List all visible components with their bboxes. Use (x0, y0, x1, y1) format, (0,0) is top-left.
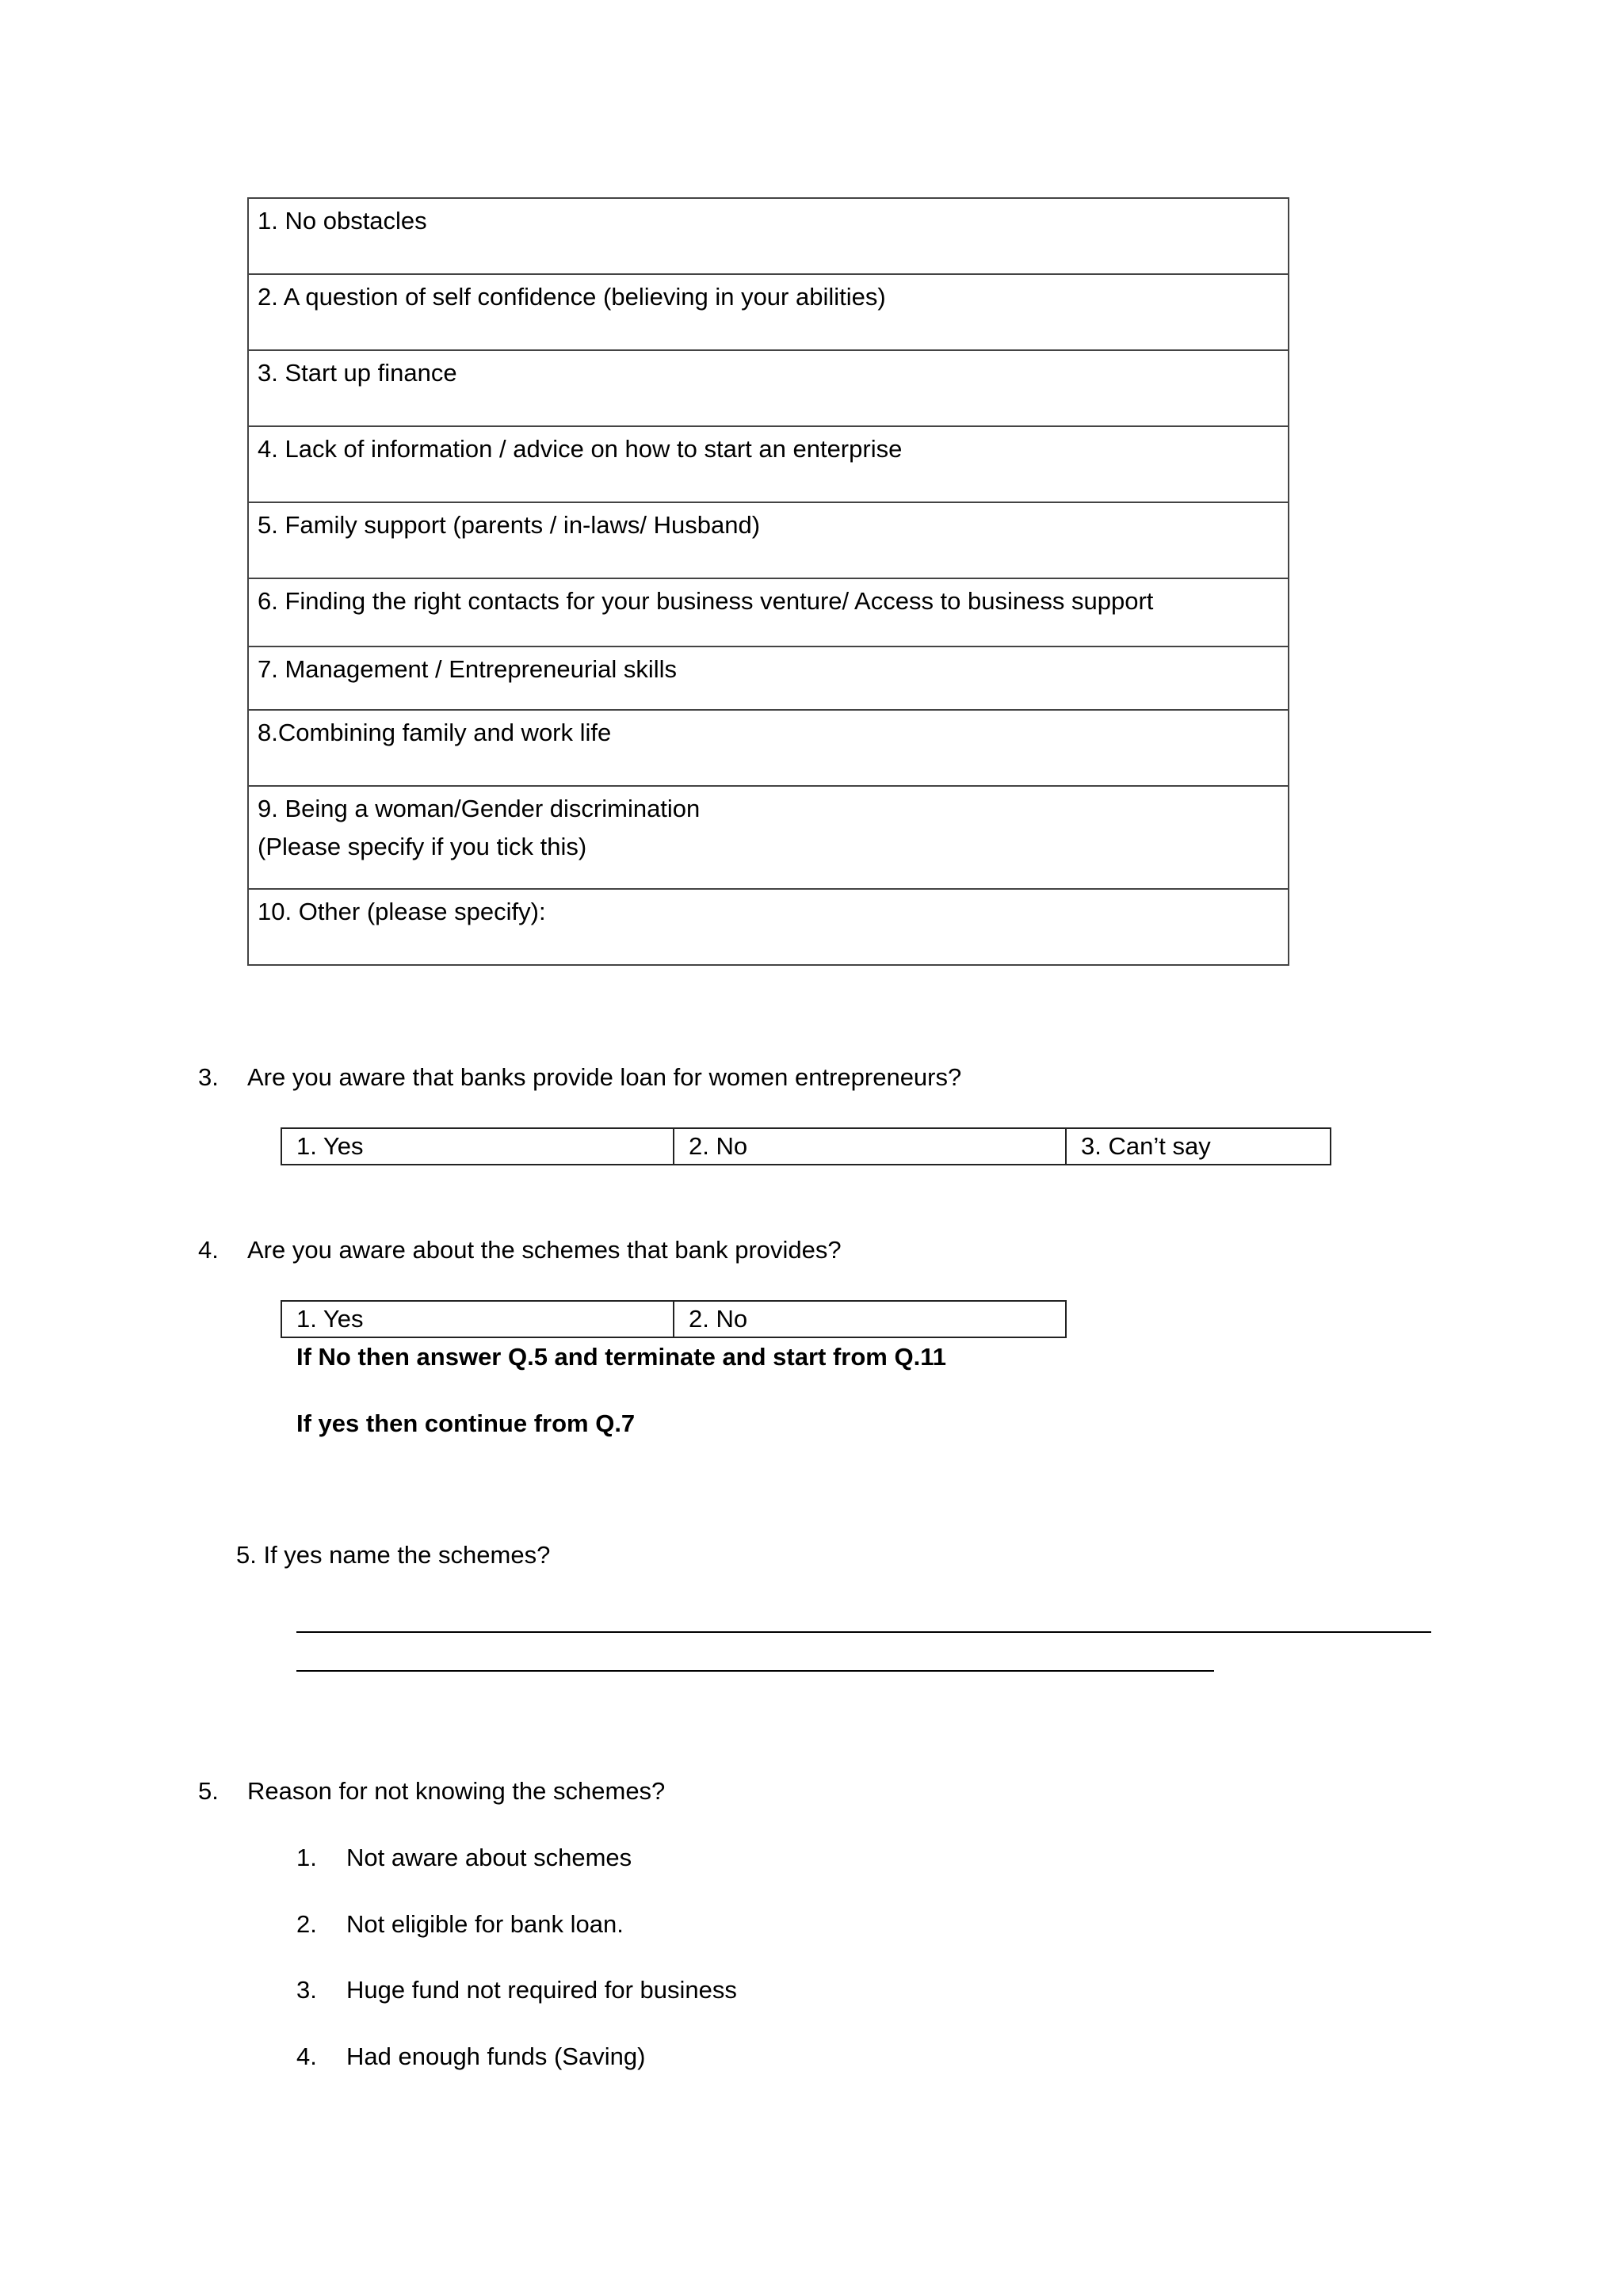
skip-instruction-yes: If yes then continue from Q.7 (296, 1409, 636, 1437)
obstacle-label: 4. Lack of information / advice on how to start an enterprise (258, 435, 903, 463)
obstacle-option-2[interactable] (248, 274, 1289, 350)
answer-line[interactable] (296, 1670, 1214, 1672)
obstacle-label: 5. Family support (parents / in-laws/ Husband) (258, 511, 761, 539)
q3-option-no[interactable]: 2. No (674, 1128, 1066, 1165)
obstacle-option-3[interactable] (248, 350, 1289, 426)
question-text: Are you aware that banks provide loan for women entrepreneurs? (247, 1063, 962, 1091)
question-number: 5. (198, 1777, 219, 1805)
obstacle-label: 10. Other (please specify): (258, 898, 546, 925)
q4-options-table (281, 1300, 1067, 1338)
q4-option-no[interactable]: 2. No (674, 1301, 1066, 1337)
table-row (248, 578, 1289, 646)
reason-item-label[interactable]: Not aware about schemes (346, 1844, 632, 1871)
reason-item-label[interactable]: Not eligible for bank loan. (346, 1910, 624, 1938)
obstacle-option-9[interactable] (248, 786, 1289, 889)
table-row (248, 274, 1289, 350)
table-row (248, 710, 1289, 786)
reason-item-label[interactable]: Huge fund not required for business (346, 1976, 737, 2004)
obstacle-option-4[interactable] (248, 426, 1289, 502)
question-number: 4. (198, 1236, 219, 1264)
question-text: Are you aware about the schemes that bank provides? (247, 1236, 842, 1264)
obstacle-option-10[interactable] (248, 889, 1289, 965)
obstacle-label: 9. Being a woman/Gender discrimination (258, 795, 701, 822)
obstacle-label: 6. Finding the right contacts for your business venture/ Access to business support (258, 587, 1154, 615)
reason-item-number: 1. (296, 1844, 317, 1871)
obstacle-option-7[interactable] (248, 646, 1289, 710)
reason-item-number: 4. (296, 2042, 317, 2070)
q3-options-table (281, 1127, 1331, 1165)
answer-line[interactable] (296, 1631, 1431, 1633)
obstacle-label: 8.Combining family and work life (258, 719, 612, 746)
table-row (248, 646, 1289, 710)
q4-option-yes[interactable]: 1. Yes (281, 1301, 674, 1337)
obstacle-label: 1. No obstacles (258, 207, 427, 235)
obstacle-label: 3. Start up finance (258, 359, 457, 387)
reason-item-number: 2. (296, 1910, 317, 1938)
obstacle-label: 7. Management / Entrepreneurial skills (258, 655, 677, 683)
reason-item-label[interactable]: Had enough funds (Saving) (346, 2042, 646, 2070)
table-row (248, 426, 1289, 502)
question-text: Reason for not knowing the schemes? (247, 1777, 666, 1805)
q3-option-cant-say[interactable]: 3. Can’t say (1066, 1128, 1331, 1165)
obstacle-option-1[interactable] (248, 198, 1289, 274)
table-row (248, 198, 1289, 274)
table-row (281, 1301, 1066, 1337)
obstacles-table (247, 197, 1289, 966)
obstacle-option-8[interactable] (248, 710, 1289, 786)
obstacle-label: 2. A question of self confidence (believing in your abilities) (258, 283, 886, 311)
reason-item-number: 3. (296, 1976, 317, 2004)
obstacle-option-6[interactable] (248, 578, 1289, 646)
question-number: 3. (198, 1063, 219, 1091)
table-row (248, 889, 1289, 965)
table-row (281, 1128, 1331, 1165)
table-row (248, 786, 1289, 889)
question-text: 5. If yes name the schemes? (236, 1541, 551, 1569)
table-row (248, 502, 1289, 578)
table-row (248, 350, 1289, 426)
skip-instruction-no: If No then answer Q.5 and terminate and start from Q.11 (296, 1343, 946, 1371)
obstacle-option-5[interactable] (248, 502, 1289, 578)
obstacle-sublabel: (Please specify if you tick this) (258, 833, 587, 860)
q3-option-yes[interactable]: 1. Yes (281, 1128, 674, 1165)
